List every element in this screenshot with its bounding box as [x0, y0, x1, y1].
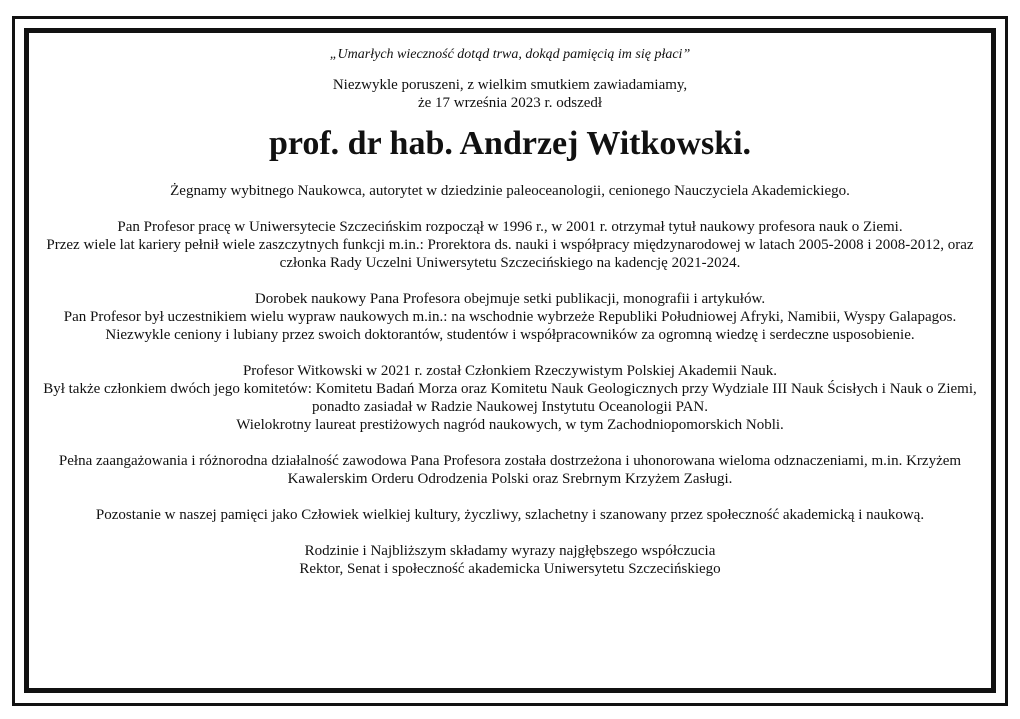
paragraph-1: [40, 182, 980, 200]
intro-line: Niezwykle poruszeni, z wielkim smutkiem zawiadamiamy,: [332, 77, 688, 93]
paragraph-line: Pan Profesor pracę w Uniwersytecie Szczecińskim rozpoczął w 1996 r., w 2001 r. otrzymał tytuł naukowy profesora nauk o Ziemi.: [117, 219, 903, 235]
paragraph-5: [40, 452, 980, 488]
obituary-content: [40, 46, 980, 578]
paragraph-line: Niezwykle ceniony i lubiany przez swoich doktorantów, studentów i współpracowników za ogromną wiedzę i serdeczne usposobienie.: [105, 327, 915, 343]
paragraph-line: Profesor Witkowski w 2021 r. został Członkiem Rzeczywistym Polskiej Akademii Nauk.: [242, 363, 778, 379]
intro: [40, 76, 980, 112]
deceased-name: prof. dr hab. Andrzej Witkowski.: [268, 125, 752, 162]
paragraph-line: Żegnamy wybitnego Naukowca, autorytet w dziedzinie paleoceanologii, cenionego Nauczyciela Akademickiego.: [170, 183, 850, 199]
paragraph-line: Dorobek naukowy Pana Profesora obejmuje setki publikacji, monografii i artykułów.: [254, 291, 766, 307]
paragraph-line: Pełna zaangażowania i różnorodna działalność zawodowa Pana Profesora została dostrzeżona i uhonorowana wieloma odznaczeniami, m.in. Krzyżem Kawalerskim Orderu Odrodzenia Polski oraz Srebrnym Krzyżem Zasługi.: [58, 453, 962, 487]
closing: [40, 542, 980, 578]
paragraph-6: [40, 506, 980, 524]
paragraph-3: [40, 290, 980, 344]
paragraph-2: [40, 218, 980, 272]
paragraph-line: Przez wiele lat kariery pełnił wiele zaszczytnych funkcji m.in.: Prorektora ds. nauki i współpracy międzynarodowej w latach 2005-2008 i 2008-2012, oraz członka Rady Uczelni Uniwersytetu Szczecińskiego na kadencję 2021-2024.: [46, 237, 974, 271]
paragraph-line: Wielokrotny laureat prestiżowych nagród naukowych, w tym Zachodniopomorskich Nobli.: [236, 417, 784, 433]
motto: „Umarłych wieczność dotąd trwa, dokąd pamięcią im się płaci”: [329, 47, 691, 62]
closing-signature: Rektor, Senat i społeczność akademicka Uniwersytetu Szczecińskiego: [299, 561, 721, 577]
paragraph-4: [40, 362, 980, 434]
paragraph-line: Pozostanie w naszej pamięci jako Człowiek wielkiej kultury, życzliwy, szlachetny i szanowany przez społeczność akademicką i naukową.: [95, 507, 925, 523]
intro-line: że 17 września 2023 r. odszedł: [417, 95, 603, 111]
closing-line: Rodzinie i Najbliższym składamy wyrazy najgłębszego współczucia: [304, 543, 716, 559]
paragraph-line: Był także członkiem dwóch jego komitetów: Komitetu Badań Morza oraz Komitetu Nauk Geologicznych przy Wydziale III Nauk Ścisłych i Nauk o Ziemi, ponadto zasiadał w Radzie Naukowej Instytutu Oceanologii PAN.: [43, 381, 977, 415]
paragraph-line: Pan Profesor był uczestnikiem wielu wypraw naukowych m.in.: na wschodnie wybrzeże Republiki Południowej Afryki, Namibii, Wyspy Galapagos.: [63, 309, 957, 325]
